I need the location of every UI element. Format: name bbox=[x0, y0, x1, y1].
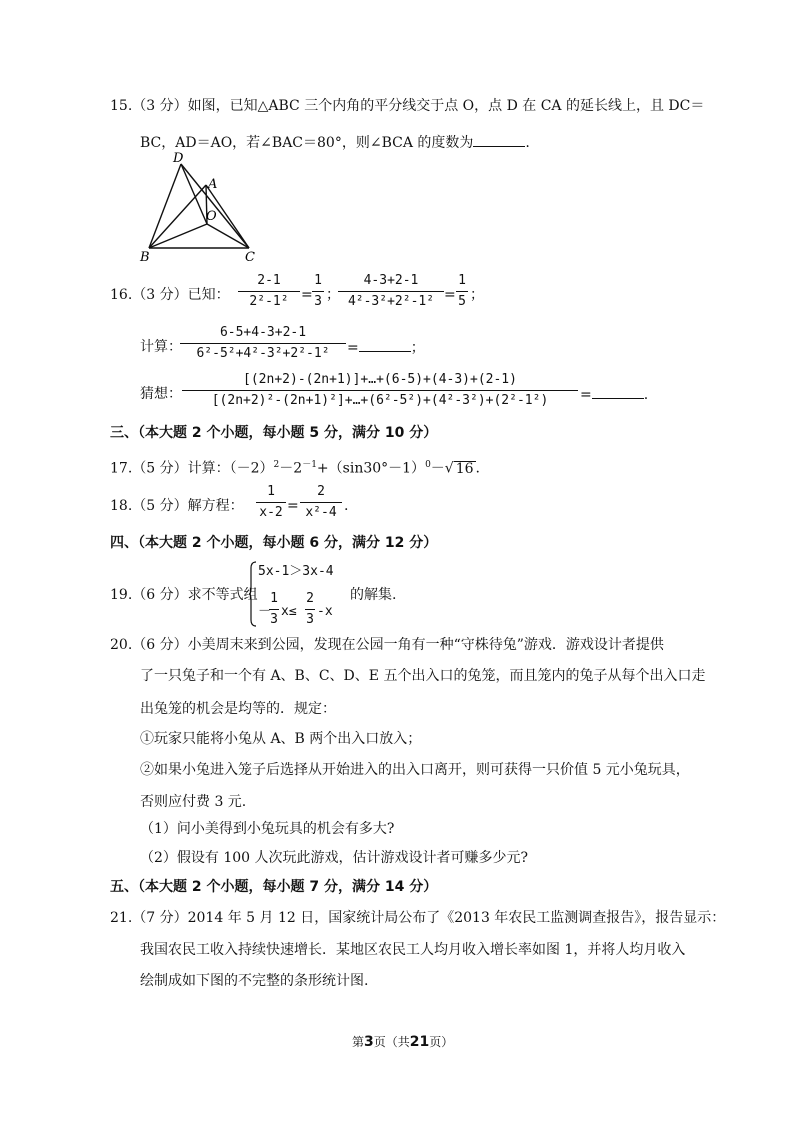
q16-guess-eq: = bbox=[580, 387, 592, 403]
q16-guess-fraction bbox=[182, 371, 578, 410]
footer-total-pages: 21 bbox=[409, 1034, 430, 1050]
footer-pre: 第 bbox=[352, 1035, 365, 1049]
q17-exp1: 2 bbox=[273, 460, 280, 470]
q17-end: . bbox=[475, 460, 480, 477]
page-footer bbox=[352, 1033, 453, 1050]
q16-f2-num: 4-3+2-1 bbox=[363, 273, 419, 288]
section-4-heading: 四、（本大题 2 个小题，每小题 6 分，满分 12 分） bbox=[110, 535, 438, 551]
q18-eq: = bbox=[287, 498, 299, 514]
q18-rhs-fraction bbox=[300, 483, 342, 522]
q17-exp2: －1 bbox=[302, 460, 317, 470]
q19-f1-den: 3 bbox=[270, 612, 278, 627]
q16-f2-den: 4²-3²+2²-1² bbox=[347, 294, 435, 309]
q17-text: 17.（5 分）计算：（－2） bbox=[110, 460, 274, 477]
q19-suffix: 的解集. bbox=[350, 587, 397, 603]
q20-sub2: （2）假设有 100 人次玩此游戏，估计游戏设计者可赚多少元? bbox=[140, 850, 529, 866]
q17-t3: +（sin30°－1） bbox=[316, 460, 426, 477]
q16-guess-label: 猜想： bbox=[140, 386, 182, 402]
footer-page-number: 3 bbox=[364, 1034, 374, 1050]
q19-ineq2-mid: x≤ bbox=[281, 604, 297, 619]
answer-blank bbox=[473, 132, 525, 147]
q18-rhs-den: x²-4 bbox=[305, 505, 337, 520]
q20-line1: 20.（6 分）小美周末来到公园，发现在公园一角有一种“守株待兔”游戏．游戏设计者提供 bbox=[110, 637, 664, 653]
q16-prefix: 16.（3 分）已知： bbox=[110, 287, 230, 303]
q16-f2-rhs-den: 5 bbox=[458, 294, 466, 309]
section-5-heading: 五、（本大题 2 个小题，每小题 7 分，满分 14 分） bbox=[110, 879, 438, 895]
q20-rule1: ①玩家只能将小兔从 A、B 两个出入口放入； bbox=[140, 731, 422, 747]
q20-sub1: （1）问小美得到小兔玩具的机会有多大? bbox=[140, 821, 395, 837]
footer-mid: 页（共 bbox=[373, 1035, 410, 1049]
footer-post: 页） bbox=[429, 1035, 454, 1049]
q16-f1-eq: = bbox=[301, 287, 313, 303]
q18-lhs-fraction bbox=[256, 483, 286, 522]
q18-end: . bbox=[344, 498, 349, 514]
q18-lhs-num: 1 bbox=[267, 484, 275, 499]
q17-t4: － bbox=[430, 460, 445, 477]
q16-guess-den: [(2n+2)²-(2n+1)²]+…+(6²-5²)+(4²-3²)+(2²-1²) bbox=[211, 393, 549, 408]
q19-ineq1: 5x-1＞3x-4 bbox=[258, 564, 334, 579]
q17-t2: －2 bbox=[279, 460, 303, 477]
q20-rule2: ②如果小兔进入笼子后选择从开始进入的出入口离开，则可获得一只价值 5 元小兔玩具， bbox=[140, 762, 690, 778]
q16-calc-num: 6-5+4-3+2-1 bbox=[219, 325, 307, 340]
label-B: B bbox=[140, 250, 150, 262]
q20-line2: 了一只兔子和一个有 A、B、C、D、E 五个出入口的兔笼，而且笼内的兔子从每个出入口走 bbox=[140, 668, 706, 684]
q16-f1-num: 2-1 bbox=[257, 273, 281, 288]
q16-fraction-2 bbox=[338, 272, 444, 311]
q16-fraction-1-rhs bbox=[312, 272, 324, 311]
q19-fraction-1 bbox=[269, 590, 279, 629]
q15-line2-text: BC，AD＝AO，若∠BAC＝80°，则∠BCA 的度数为 bbox=[140, 135, 474, 151]
q21-line3: 绘制成如下图的不完整的条形统计图. bbox=[140, 973, 369, 989]
answer-blank bbox=[592, 384, 644, 399]
q16-f1-rhs-num: 1 bbox=[314, 273, 322, 288]
q18-prefix: 18.（5 分）解方程： bbox=[110, 498, 244, 514]
section-3-heading: 三、（本大题 2 个小题，每小题 5 分，满分 10 分） bbox=[110, 425, 438, 441]
q17-line: 17.（5 分）计算：$(-2)^2-2^{-1}+(\sin 30^\circ-1)^0-√$ 16 . bbox=[110, 460, 480, 477]
q16-end: ； bbox=[470, 287, 484, 303]
q19-f2-den: 3 bbox=[306, 612, 314, 627]
q16-calc-tail bbox=[347, 337, 425, 358]
q18-lhs-den: x-2 bbox=[259, 505, 283, 520]
q16-calc-end: ； bbox=[410, 340, 425, 356]
q16-f2-rhs-num: 1 bbox=[458, 273, 466, 288]
triangle-figure bbox=[135, 150, 265, 262]
q19-f2-num: 2 bbox=[306, 591, 314, 606]
system-brace bbox=[248, 560, 258, 628]
q15-line1: 15.（3 分）如图，已知△ABC 三个内角的平分线交于点 O，点 D 在 CA 的延长线上，且 DC＝ bbox=[110, 98, 705, 114]
answer-blank bbox=[359, 337, 411, 352]
q16-fraction-1 bbox=[238, 272, 300, 311]
q17-radicand: 16 bbox=[455, 460, 474, 477]
q16-sep: ； bbox=[326, 287, 340, 303]
label-O: O bbox=[206, 209, 217, 224]
q16-calc-label: 计算： bbox=[140, 339, 182, 355]
q16-fraction-2-rhs bbox=[456, 272, 468, 311]
q16-calc-eq: = bbox=[347, 340, 359, 356]
q18-rhs-num: 2 bbox=[317, 484, 325, 499]
q19-prefix: 19.（6 分）求不等式组 bbox=[110, 587, 258, 603]
label-C: C bbox=[245, 250, 255, 262]
q16-f2-eq: = bbox=[444, 287, 456, 303]
q19-f1-num: 1 bbox=[270, 591, 278, 606]
q16-f1-den: 2²-1² bbox=[249, 294, 289, 309]
q19-fraction-2 bbox=[305, 590, 315, 629]
label-D: D bbox=[173, 151, 184, 166]
q16-guess-num: [(2n+2)-(2n+1)]+…+(6-5)+(4-3)+(2-1) bbox=[243, 372, 517, 387]
q16-guess-end: . bbox=[643, 387, 649, 403]
q19-ineq2-end: -x bbox=[317, 604, 333, 619]
q21-line2: 我国农民工收入持续快速增长．某地区农民工人均月收入增长率如图 1，并将人均月收入 bbox=[140, 942, 686, 958]
q20-line6: 否则应付费 3 元. bbox=[140, 794, 247, 810]
q16-guess-tail bbox=[580, 384, 648, 405]
q21-line1: 21.（7 分）2014 年 5 月 12 日，国家统计局公布了《2013 年农民工监测调查报告》，报告显示： bbox=[110, 910, 726, 926]
q20-line3: 出兔笼的机会是均等的．规定： bbox=[140, 701, 336, 717]
q15-line2-end: . bbox=[525, 135, 530, 151]
q19-ineq2-neg: － bbox=[258, 604, 272, 619]
q16-f1-rhs-den: 3 bbox=[314, 294, 322, 309]
q17-exp3: 0 bbox=[425, 460, 431, 470]
label-A: A bbox=[208, 177, 218, 192]
q16-calc-den: 6²-5²+4²-3²+2²-1² bbox=[196, 346, 330, 361]
q16-calc-fraction bbox=[180, 324, 346, 363]
